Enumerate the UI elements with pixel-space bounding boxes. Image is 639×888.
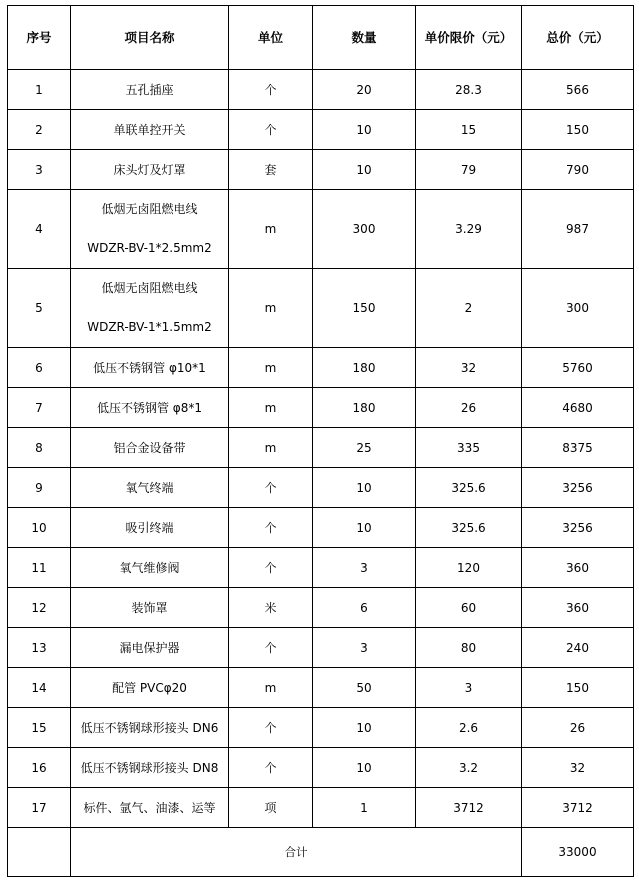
cell-name (71, 110, 229, 150)
cell-name-line: 低烟无卤阻燃电线 (101, 202, 198, 216)
header-unit: 单位 (229, 6, 313, 70)
cell-price: 325.6 (416, 468, 522, 508)
cell-price: 2.6 (416, 708, 522, 748)
cell-name-line: 吸引终端 (125, 520, 174, 535)
cell-no: 11 (8, 548, 71, 588)
table-row (8, 269, 634, 348)
cell-name-line: 漏电保护器 (119, 640, 180, 655)
cell-price: 2 (416, 269, 522, 348)
cell-unit: 项 (229, 788, 313, 828)
header-price: 单价限价（元） (416, 6, 522, 70)
cell-unit: 个 (229, 708, 313, 748)
cell-price: 3712 (416, 788, 522, 828)
table-row (8, 468, 634, 508)
cell-no: 16 (8, 748, 71, 788)
cell-name (71, 468, 229, 508)
cell-name-line: 氧气维修阀 (119, 560, 180, 575)
cell-qty: 10 (313, 708, 416, 748)
cell-no: 6 (8, 348, 71, 388)
cell-name (71, 190, 229, 269)
cell-name-line: 氧气终端 (125, 480, 174, 495)
header-no: 序号 (8, 6, 71, 70)
cell-total: 8375 (522, 428, 634, 468)
cell-total: 3256 (522, 508, 634, 548)
cell-name (71, 588, 229, 628)
cell-unit: 个 (229, 548, 313, 588)
footer-row (8, 828, 634, 877)
cell-unit: m (229, 348, 313, 388)
cell-qty: 3 (313, 548, 416, 588)
cell-no: 12 (8, 588, 71, 628)
cell-price: 325.6 (416, 508, 522, 548)
table-row (8, 748, 634, 788)
cell-name-line: WDZR-BV-1*2.5mm2 (87, 241, 212, 255)
cell-total: 300 (522, 269, 634, 348)
cell-no: 4 (8, 190, 71, 269)
table-row (8, 428, 634, 468)
table-row (8, 388, 634, 428)
cell-qty: 300 (313, 190, 416, 269)
cell-total: 987 (522, 190, 634, 269)
cell-name (71, 70, 229, 110)
cell-unit: 个 (229, 110, 313, 150)
cell-name-line: WDZR-BV-1*1.5mm2 (87, 320, 212, 334)
cell-name-line: 五孔插座 (125, 82, 174, 97)
cell-total: 150 (522, 110, 634, 150)
cell-unit: m (229, 190, 313, 269)
cell-name (71, 628, 229, 668)
header-total: 总价（元） (522, 6, 634, 70)
cell-price: 3 (416, 668, 522, 708)
header-row (8, 6, 634, 70)
table-row (8, 190, 634, 269)
table-body (8, 70, 634, 828)
cell-unit: 个 (229, 628, 313, 668)
cell-no: 3 (8, 150, 71, 190)
cell-name (71, 668, 229, 708)
cell-unit: 套 (229, 150, 313, 190)
cell-total: 790 (522, 150, 634, 190)
table-row (8, 110, 634, 150)
cell-total: 360 (522, 588, 634, 628)
cell-price: 80 (416, 628, 522, 668)
cell-name-line: 低压不锈钢球形接头 DN6 (80, 720, 219, 735)
cell-name-line: 低烟无卤阻燃电线 (101, 281, 198, 295)
cell-name-line: 铝合金设备带 (113, 440, 186, 455)
cell-total: 150 (522, 668, 634, 708)
cell-name (71, 428, 229, 468)
footer-empty-cell (8, 828, 71, 877)
cell-qty: 20 (313, 70, 416, 110)
cell-total: 566 (522, 70, 634, 110)
table-row (8, 588, 634, 628)
cell-price: 3.2 (416, 748, 522, 788)
cell-qty: 3 (313, 628, 416, 668)
footer-total: 33000 (522, 828, 634, 877)
cell-unit: 个 (229, 508, 313, 548)
table-row (8, 508, 634, 548)
cell-qty: 10 (313, 748, 416, 788)
cell-name-line: 低压不锈钢管 φ10*1 (93, 360, 206, 375)
cell-qty: 150 (313, 269, 416, 348)
cell-qty: 180 (313, 388, 416, 428)
cell-unit: 个 (229, 468, 313, 508)
cell-qty: 180 (313, 348, 416, 388)
cell-no: 14 (8, 668, 71, 708)
cell-qty: 10 (313, 150, 416, 190)
cell-unit: 米 (229, 588, 313, 628)
cell-total: 3712 (522, 788, 634, 828)
cell-no: 17 (8, 788, 71, 828)
cell-price: 79 (416, 150, 522, 190)
table-row (8, 150, 634, 190)
table-row (8, 70, 634, 110)
cell-name (71, 708, 229, 748)
cell-unit: 个 (229, 70, 313, 110)
table-row (8, 788, 634, 828)
cell-total: 3256 (522, 468, 634, 508)
cell-total: 5760 (522, 348, 634, 388)
cell-price: 26 (416, 388, 522, 428)
cell-qty: 6 (313, 588, 416, 628)
cell-name-line: 低压不锈钢球形接头 DN8 (80, 760, 219, 775)
cell-name-line: 标件、氩气、油漆、运等 (83, 800, 216, 815)
cell-total: 32 (522, 748, 634, 788)
cell-name (71, 150, 229, 190)
cell-unit: m (229, 668, 313, 708)
cell-no: 5 (8, 269, 71, 348)
cell-no: 10 (8, 508, 71, 548)
cell-unit: m (229, 388, 313, 428)
cell-name-line: 单联单控开关 (113, 122, 186, 137)
cell-name-line: 配管 PVCφ20 (112, 680, 187, 695)
cell-total: 360 (522, 548, 634, 588)
cell-name-line: 装饰罩 (131, 600, 168, 615)
cell-price: 15 (416, 110, 522, 150)
cell-unit: m (229, 269, 313, 348)
cell-qty: 10 (313, 508, 416, 548)
cell-qty: 25 (313, 428, 416, 468)
cell-name (71, 348, 229, 388)
cell-no: 13 (8, 628, 71, 668)
cell-total: 26 (522, 708, 634, 748)
cell-qty: 1 (313, 788, 416, 828)
cell-price: 60 (416, 588, 522, 628)
cell-name (71, 508, 229, 548)
cell-qty: 10 (313, 110, 416, 150)
cell-no: 7 (8, 388, 71, 428)
cell-no: 15 (8, 708, 71, 748)
table-row (8, 348, 634, 388)
header-qty: 数量 (313, 6, 416, 70)
cell-name-line: 低压不锈钢管 φ8*1 (96, 400, 202, 415)
cell-price: 28.3 (416, 70, 522, 110)
cell-qty: 10 (313, 468, 416, 508)
cell-name (71, 269, 229, 348)
cell-total: 4680 (522, 388, 634, 428)
cell-no: 9 (8, 468, 71, 508)
table-row (8, 668, 634, 708)
cell-price: 120 (416, 548, 522, 588)
header-name: 项目名称 (71, 6, 229, 70)
price-table (7, 5, 634, 877)
cell-unit: m (229, 428, 313, 468)
cell-no: 1 (8, 70, 71, 110)
cell-no: 8 (8, 428, 71, 468)
cell-unit: 个 (229, 748, 313, 788)
cell-no: 2 (8, 110, 71, 150)
table-row (8, 548, 634, 588)
cell-total: 240 (522, 628, 634, 668)
cell-price: 32 (416, 348, 522, 388)
cell-qty: 50 (313, 668, 416, 708)
cell-name (71, 548, 229, 588)
table-row (8, 708, 634, 748)
cell-price: 3.29 (416, 190, 522, 269)
cell-price: 335 (416, 428, 522, 468)
footer-label: 合计 (71, 828, 522, 877)
cell-name (71, 388, 229, 428)
cell-name (71, 748, 229, 788)
table-row (8, 628, 634, 668)
cell-name (71, 788, 229, 828)
cell-name-line: 床头灯及灯罩 (113, 162, 186, 177)
